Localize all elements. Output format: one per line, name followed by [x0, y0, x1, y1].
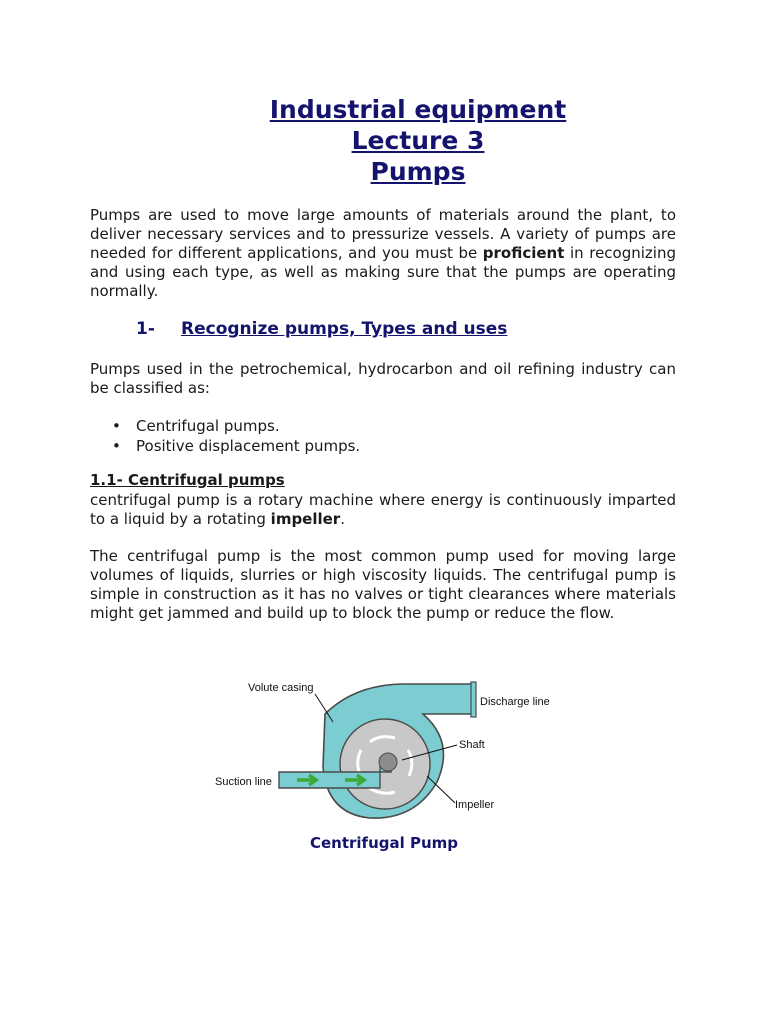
lecture-topic: Pumps	[370, 157, 466, 186]
definition-bold-term: impeller	[270, 510, 341, 528]
definition-paragraph	[90, 491, 676, 529]
shaft	[379, 753, 397, 771]
discharge-flange	[471, 682, 476, 717]
list-item-text: Positive displacement pumps.	[136, 437, 361, 455]
shaft-label: Shaft	[459, 739, 485, 751]
definition-text-start: centrifugal pump is a rotary machine where energy is continuously imparted to a liquid by a rotating	[90, 491, 676, 528]
definition-text-end: .	[340, 510, 345, 528]
centrifugal-pump-diagram	[205, 672, 565, 822]
intro-bold-term: proficient	[482, 244, 565, 262]
volute-label: Volute casing	[248, 682, 314, 694]
intro-text-end: in recognizing and using each type, as well as making sure that the pumps are operating normally.	[90, 244, 676, 300]
figure-caption: Centrifugal Pump	[309, 834, 459, 852]
volute-leader-line	[315, 694, 333, 722]
list-item	[112, 436, 360, 456]
list-item-text: Centrifugal pumps.	[136, 417, 280, 435]
section-title: Recognize pumps, Types and uses	[181, 319, 508, 339]
impeller-label: Impeller	[455, 799, 495, 811]
list-item	[112, 416, 360, 436]
intro-paragraph	[90, 206, 676, 301]
classification-paragraph: Pumps used in the petrochemical, hydrocarbon and oil refining industry can be classified as:	[90, 360, 676, 397]
document-title: Industrial equipment	[269, 95, 567, 124]
bullet-icon: •	[112, 417, 121, 435]
bullet-icon: •	[112, 437, 121, 455]
pump-types-list	[112, 416, 360, 456]
subsection-title: 1.1- Centrifugal pumps	[90, 471, 285, 489]
discharge-label: Discharge line	[480, 696, 550, 708]
suction-label: Suction line	[215, 776, 272, 788]
description-paragraph: The centrifugal pump is the most common pump used for moving large volumes of liquids, slurries or high viscosity liquids. The centrifugal pump is simple in construction as it has no valves or tight clearances where materials might get jammed and build up to block the pump or reduce the flow.	[90, 547, 676, 622]
lecture-number: Lecture 3	[351, 126, 485, 155]
intro-text-start: Pumps are used to move large amounts of materials around the plant, to deliver necessary services and to pressurize vessels. A variety of pumps are needed for different applications, and you must be	[90, 206, 676, 262]
section-number: 1-	[136, 319, 155, 339]
